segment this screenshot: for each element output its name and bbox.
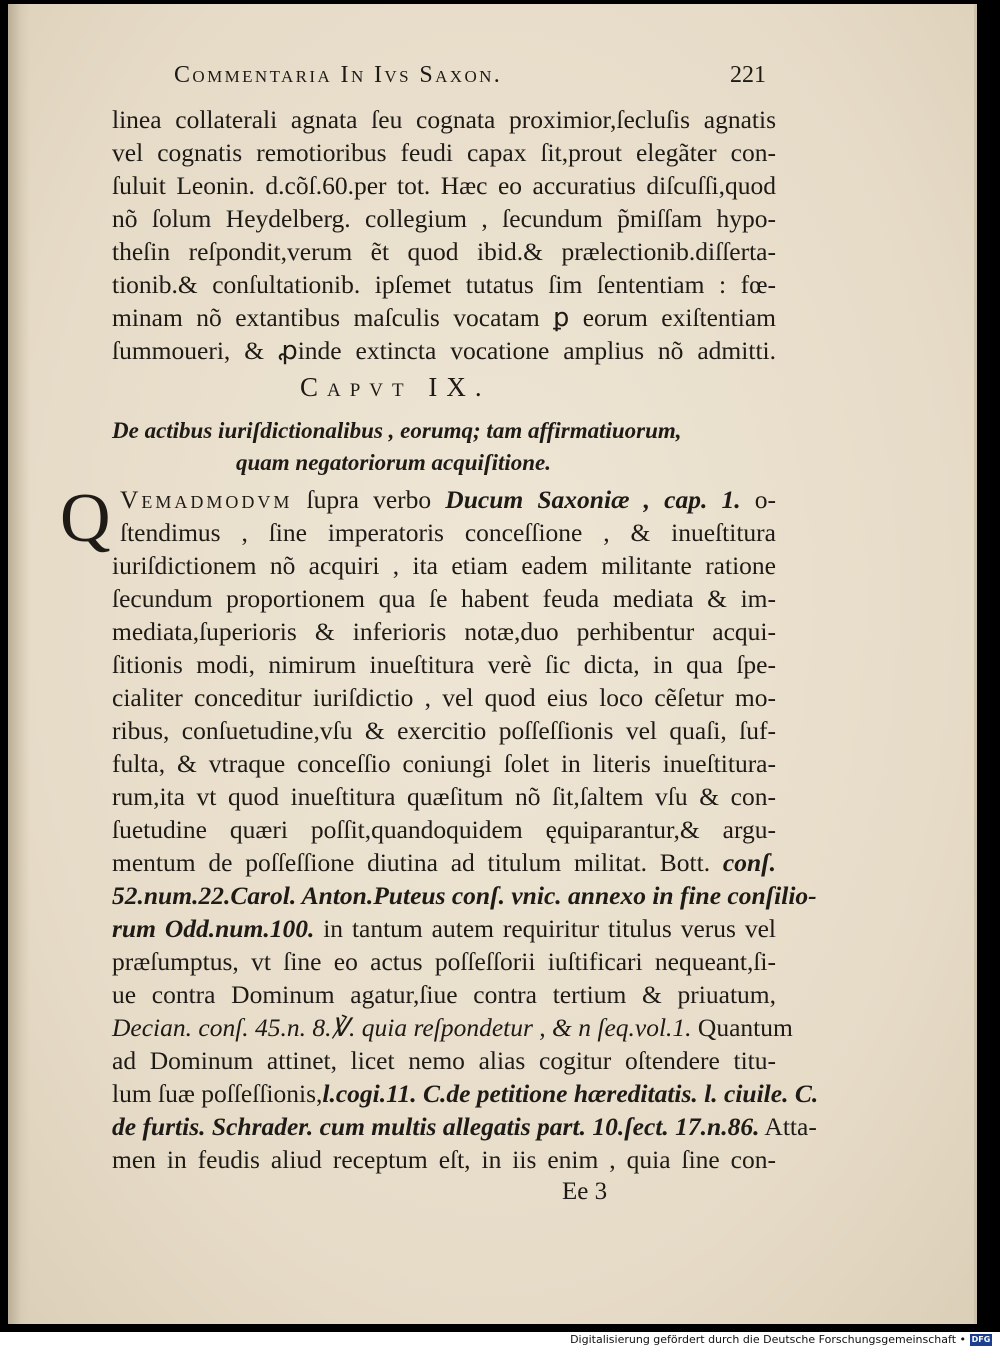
text-line <box>112 1012 793 1044</box>
text-line: tionib.& conſultationib. ipſemet tutatus ſim ſententiam : fœ- <box>112 270 776 299</box>
text-line: cialiter conceditur iuriſdictio , vel quod eius loco cẽſetur mo- <box>112 683 776 712</box>
text-span: Atta- <box>759 1112 817 1141</box>
text-line: mediata,ſuperioris & inferioris notæ,duo perhibentur acqui- <box>112 617 776 646</box>
digitization-credit: Digitalisierung gefördert durch die Deutsche Forschungsgemeinschaft • <box>570 1333 966 1346</box>
opening-word: Vemadmodvm <box>120 485 293 514</box>
chapter-subtitle-line: De actibus iuriſdictionalibus , eorumq; tam affirmatiuorum, <box>112 418 682 443</box>
text-line: ad Dominum attinet, licet nemo alias cogitur oſtendere titu- <box>112 1046 776 1075</box>
text-line: ſuluit Leonin. d.cõſ.60.per tot. Hæc eo accuratius diſcuſſi,quod <box>112 171 776 200</box>
text-line <box>112 913 776 945</box>
text-line: minam nõ extantibus maſculis vocatam ꝑ eorum exiſtentiam <box>112 303 776 332</box>
text-line: linea collaterali agnata ſeu cognata proximior,ſecluſis agnatis <box>112 105 776 134</box>
text-line: ue contra Dominum agatur,ſiue contra tertium & priuatum, <box>112 980 776 1009</box>
citation-line: 52.num.22.Carol. Anton.Puteus conſ. vnic. annexo in fine conſilio- <box>112 881 817 910</box>
text-line <box>112 1078 819 1110</box>
dfg-logo: DFG <box>971 1335 991 1344</box>
text-line: præſumptus, vt ſine eo actus poſſeſſorii iuſtificari nequeant,ſi- <box>112 947 776 976</box>
gutter-shadow <box>8 4 30 1324</box>
text-span: o- <box>740 485 776 514</box>
text-line: nõ ſolum Heydelberg. collegium , ſecundum p̃miſſam hypo- <box>112 204 776 233</box>
text-span: ſupra verbo <box>292 485 446 514</box>
citation-span: de furtis. Schrader. cum multis allegatis part. 10.ſect. 17.n.86. <box>112 1112 760 1141</box>
text-line-first <box>120 484 776 516</box>
text-line: ſtendimus , ſine imperatoris conceſſione , & inueſtitura <box>120 518 776 547</box>
text-line: ſummoueri, & ꝓinde extincta vocatione amplius nõ admitti. <box>112 336 776 365</box>
text-span: Quantum <box>691 1013 793 1042</box>
chapter-subtitle-line: quam negatoriorum acquiſitione. <box>236 450 552 475</box>
text-line <box>112 1111 817 1143</box>
text-line: iuriſdictionem nõ acquiri , ita etiam eadem militante ratione <box>112 551 776 580</box>
text-line: rum,ita vt quod inueſtitura quæſitum nõ ſit,ſaltem vſu & con- <box>112 782 776 811</box>
citation-span: l.cogi.11. C.de petitione hæreditatis. l. ciuile. C. <box>322 1079 819 1108</box>
text-line: men in feudis aliud receptum eſt, in iis enim , quia ſine con- <box>112 1145 776 1174</box>
text-span: mentum de poſſeſſione diutina ad titulum militat. Bott. <box>112 848 711 877</box>
text-span: in tantum autem requiritur titulus verus vel <box>314 914 776 943</box>
signature-mark: Ee 3 <box>562 1178 608 1205</box>
citation-span: conſ. <box>710 848 776 877</box>
text-line: ſitionis modi, nimirum inueſtitura verè ſic dicta, in qua ſpe- <box>112 650 776 679</box>
text-line <box>112 847 776 879</box>
chapter-heading: Capvt IX. <box>300 372 491 402</box>
running-head: Commentaria In Ivs Saxon. <box>174 62 503 88</box>
citation-span: rum Odd.num.100. <box>112 914 315 943</box>
text-line: theſin reſpondit,verum ẽt quod ibid.& prælectionib.diſſerta- <box>112 237 776 266</box>
citation-span: Decian. conſ. 45.n. 8.℣. quia reſpondetur , & n ſeq.vol.1. <box>112 1013 692 1042</box>
text-line: vel cognatis remotioribus feudi capax ſit,prout elegãter con- <box>112 138 776 167</box>
text-line: fulta, & vtraque conceſſio coniungi ſolet in literis inueſtitura- <box>112 749 776 778</box>
text-span: lum ſuæ poſſeſſionis, <box>112 1079 323 1108</box>
drop-cap: Q <box>60 480 111 557</box>
page-number: 221 <box>730 62 766 88</box>
text-line: ſecundum proportionem qua ſe habent feuda mediata & im- <box>112 584 776 613</box>
text-line: ribus, conſuetudine,vſu & exercitio poſſeſſionis vel quaſi, ſuf- <box>112 716 776 745</box>
text-line: ſuetudine quæri poſſit,quandoquidem ęquiparantur,& argu- <box>112 815 776 844</box>
citation-span: Ducum Saxoniæ , cap. 1. <box>445 485 741 514</box>
